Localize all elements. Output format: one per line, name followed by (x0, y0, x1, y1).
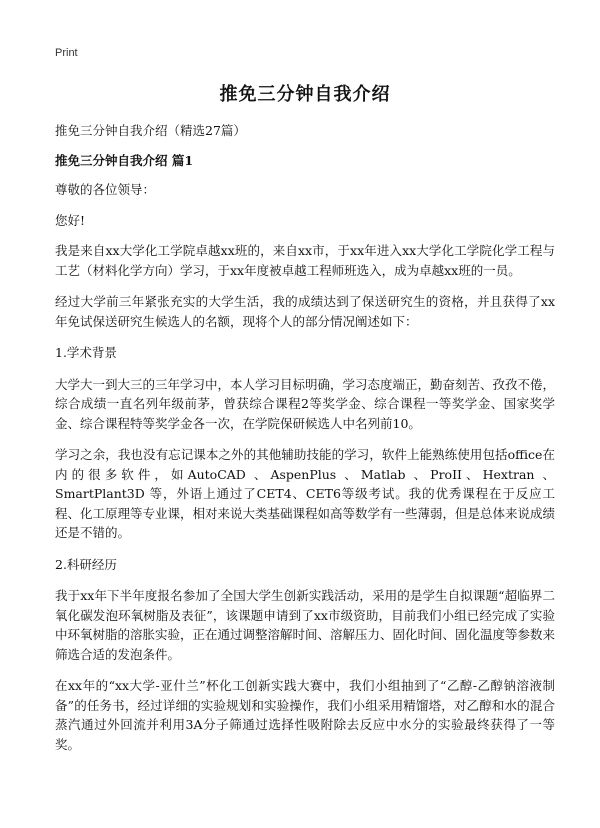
paragraph-research-1: 我于xx年下半年度报名参加了全国大学生创新实践活动，采用的是学生自拟课题“超临界二氧化碳发泡环氧树脂及表征”，该课题申请到了xx市级资助，目前我们小组已经完成了实验中环氧树脂的溶胀实验，正在通过调整溶解时间、溶解压力、固化时间、固化温度等参数来筛选合适的发泡条件。 (55, 588, 556, 662)
salutation: 尊敬的各位领导： (55, 182, 156, 197)
document-subtitle: 推免三分钟自我介绍（精选27篇） (55, 123, 246, 138)
article-body (55, 180, 555, 766)
paragraph-summary: 经过大学前三年紧张充实的大学生活，我的成绩达到了保送研究生的资格，并且获得了xx年免试保送研究生候选人的名额，现将个人的部分情况阐述如下： (55, 294, 555, 329)
page-title: 推免三分钟自我介绍 (219, 84, 391, 105)
section-heading-academic: 1.学术背景 (55, 345, 117, 360)
paragraph-intro: 我是来自xx大学化工学院卓越xx班的，来自xx市，于xx年进入xx大学化工学院化学工程与工艺（材料化学方向）学习，于xx年度被卓越工程师班选入，成为卓越xx班的一员。 (55, 243, 555, 278)
greeting: 您好! (55, 212, 86, 228)
paragraph-skills: 学习之余，我也没有忘记课本之外的其他辅助技能的学习，软件上能熟练使用包括office在内的很多软件，如AutoCAD 、AspenPlus 、Matlab 、ProII、Hextran 、SmartPlant3D 等，外语上通过了CET4、CET6等级考试。我的优秀课程在于反应工程、化工原理等专业课，相对来说大类基础课程如高等数学有一些薄弱，但是总体来说成绩还是不错的。 (55, 447, 556, 540)
paragraph-academic: 大学大一到大三的三年学习中，本人学习目标明确，学习态度端正，勤奋刻苦、孜孜不倦，综合成绩一直名列年级前茅，曾获综合课程2等奖学金、综合课程一等奖学金、国家奖学金、综合课程特等奖学金各一次，在学院保研候选人中名列前10。 (55, 376, 556, 431)
article-heading: 推免三分钟自我介绍 篇1 (55, 153, 194, 168)
paragraph-research-2: 在xx年的“xx大学-亚什兰”杯化工创新实践大赛中，我们小组抽到了“乙醇-乙醇钠溶液制备”的任务书，经过详细的实验规划和实验操作，我们小组采用精馏塔，对乙醇和水的混合蒸汽通过外回流并利用3A分子筛通过选择性吸附除去反应中水分的实验最终获得了一等奖。 (55, 678, 555, 752)
print-label[interactable]: Print (55, 47, 78, 59)
section-heading-research: 2.科研经历 (55, 556, 117, 572)
